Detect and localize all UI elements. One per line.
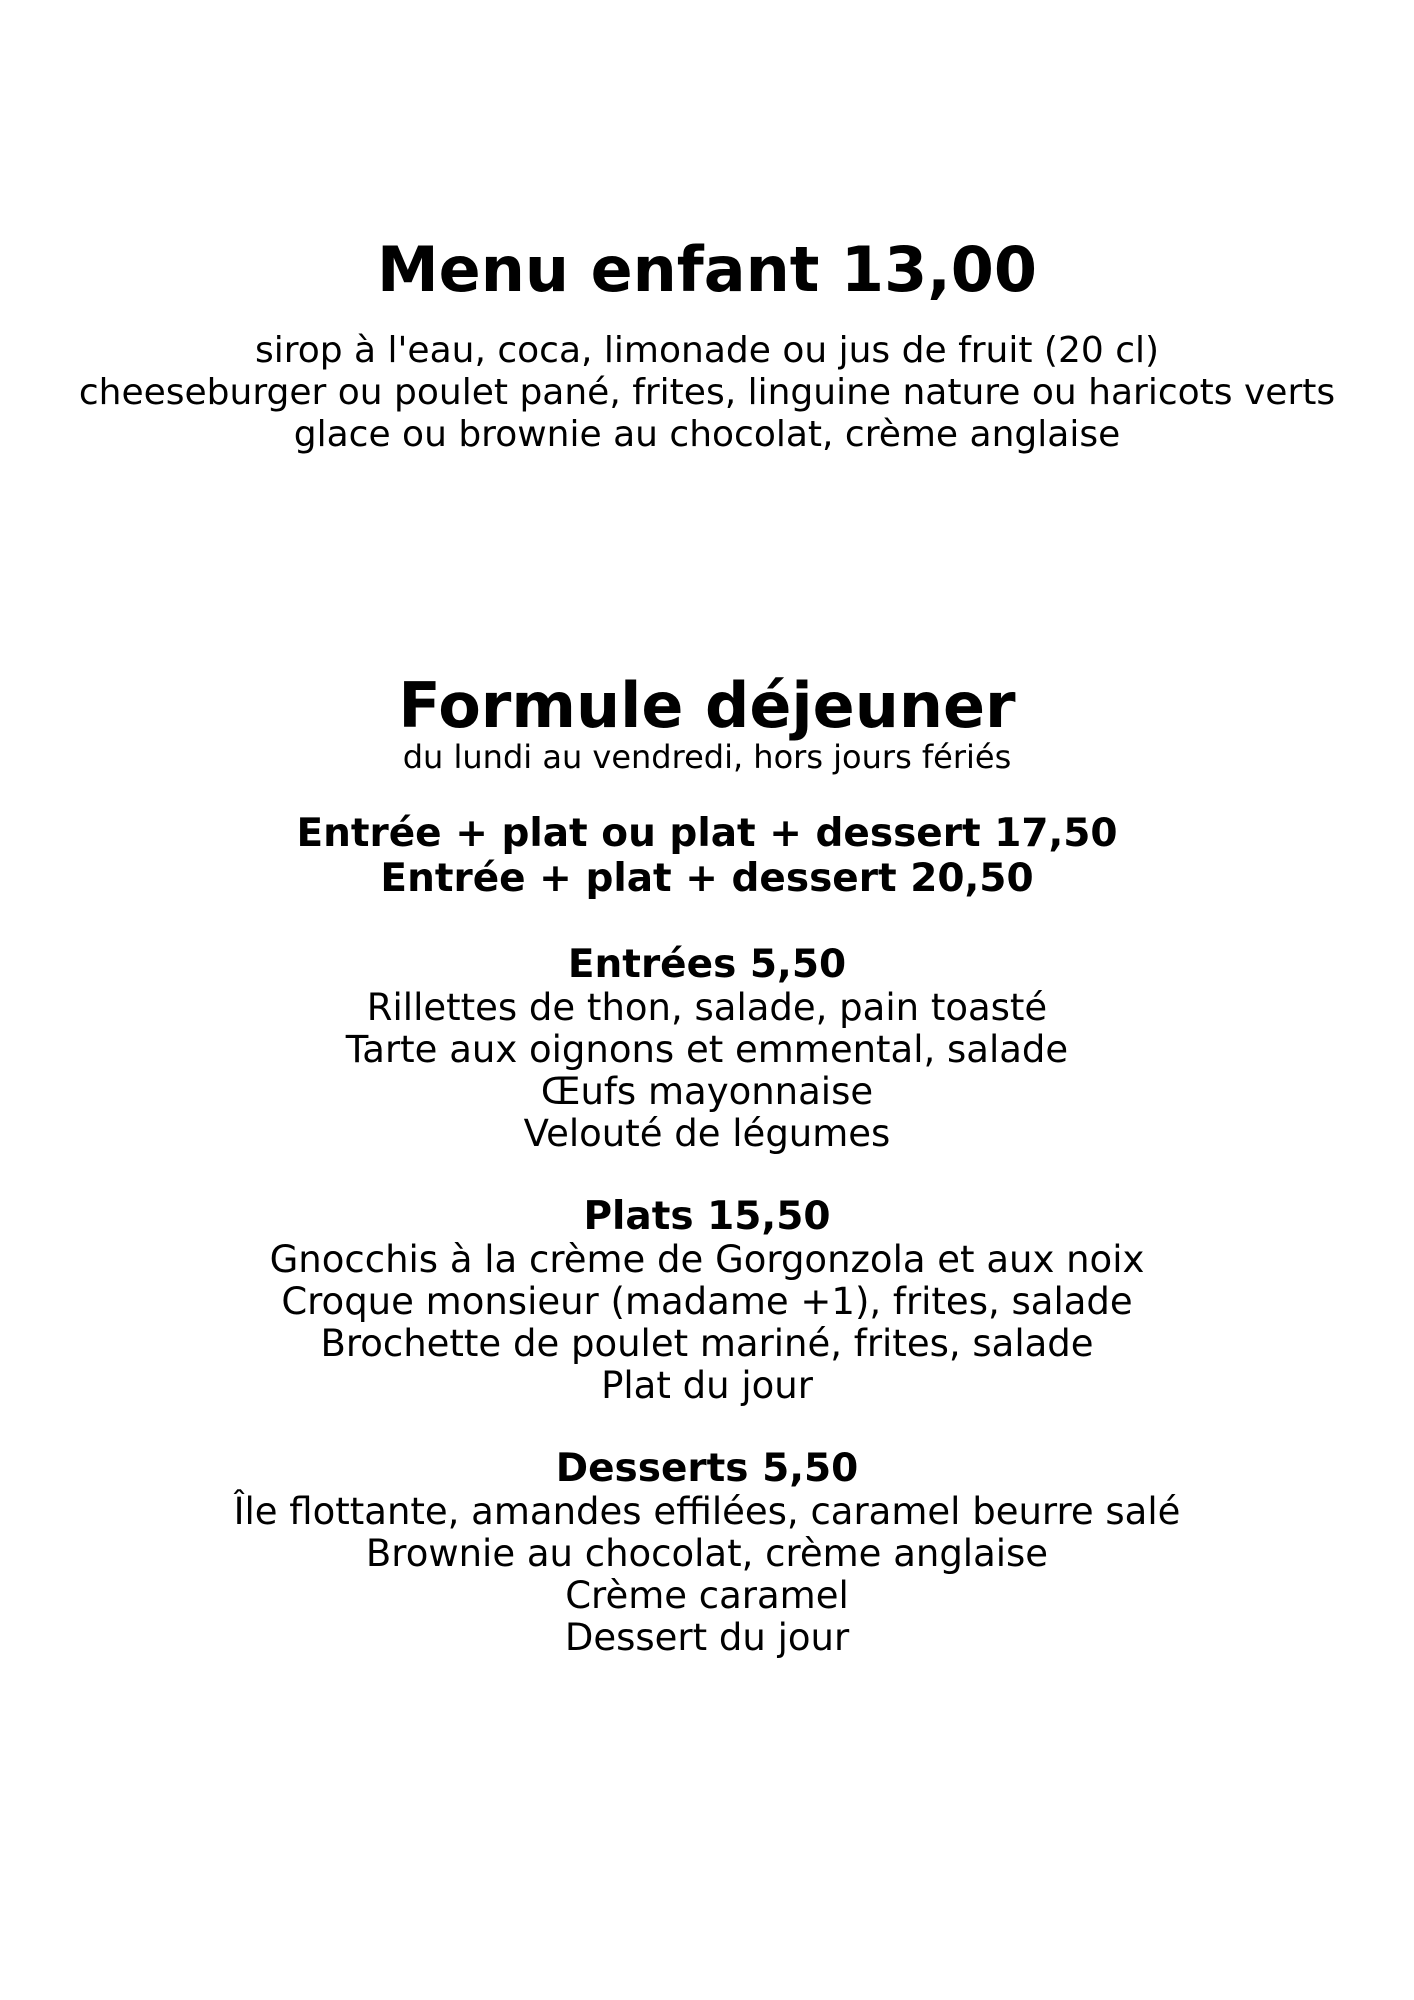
offer-three-courses: Entrée + plat + dessert 20,50: [380, 856, 1034, 901]
menu-item: Tarte aux oignons et emmental, salade: [345, 1028, 1069, 1071]
kids-menu-drinks: sirop à l'eau, coca, limonade ou jus de fruit (20 cl): [254, 330, 1160, 371]
section-plats: [0, 1194, 1414, 1407]
menu-item: Crème caramel: [565, 1574, 849, 1617]
section-desserts: [0, 1446, 1414, 1659]
section-heading: Desserts 5,50: [555, 1446, 859, 1491]
menu-item: Brochette de poulet mariné, frites, salade: [320, 1322, 1094, 1365]
kids-menu-mains: cheeseburger ou poulet pané, frites, linguine nature ou haricots verts: [78, 372, 1336, 413]
menu-item: Brownie au chocolat, crème anglaise: [365, 1532, 1049, 1575]
section-heading: Plats 15,50: [583, 1194, 831, 1239]
menu-item: Plat du jour: [601, 1364, 813, 1407]
section-entrees: [0, 942, 1414, 1155]
menu-item: Croque monsieur (madame +1), frites, salade: [281, 1280, 1133, 1323]
lunch-formula-title: Formule déjeuner: [398, 669, 1016, 742]
kids-menu-title: Menu enfant 13,00: [376, 233, 1038, 306]
menu-item: Île flottante, amandes effilées, caramel beurre salé: [233, 1490, 1181, 1533]
kids-menu-items: [0, 330, 1414, 456]
kids-menu-desserts: glace ou brownie au chocolat, crème anglaise: [293, 414, 1121, 455]
menu-item: Rillettes de thon, salade, pain toasté: [366, 986, 1048, 1029]
menu-item: Velouté de légumes: [523, 1112, 891, 1155]
lunch-formula-offers: [0, 811, 1414, 901]
offer-two-courses: Entrée + plat ou plat + dessert 17,50: [296, 811, 1118, 856]
section-heading: Entrées 5,50: [567, 942, 847, 987]
menu-item: Œufs mayonnaise: [540, 1070, 874, 1113]
menu-item: Dessert du jour: [564, 1616, 850, 1659]
lunch-formula-subtitle: du lundi au vendredi, hors jours fériés: [402, 738, 1012, 776]
menu-item: Gnocchis à la crème de Gorgonzola et aux noix: [269, 1238, 1145, 1281]
